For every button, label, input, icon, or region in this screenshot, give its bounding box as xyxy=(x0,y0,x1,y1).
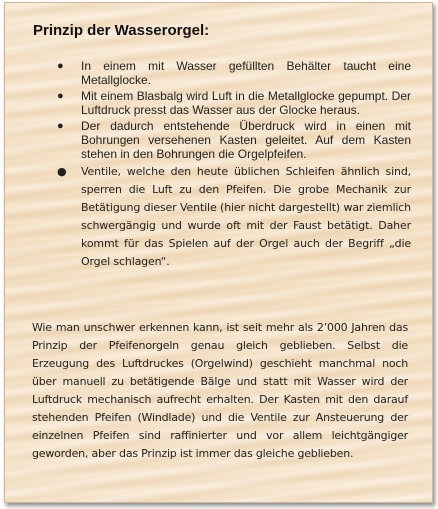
list-item-text: Mit einem Blasbalg wird Luft in die Metallglocke gepumpt. Der Luftdruck presst das Wasser aus der Glocke heraus. xyxy=(81,89,411,117)
list-item xyxy=(57,163,411,271)
bullet-icon: ● xyxy=(57,60,64,72)
parchment-panel xyxy=(4,2,433,503)
principle-list xyxy=(37,59,411,273)
bullet-icon: ● xyxy=(57,165,67,178)
list-item-text: Ventile, welche den heute üblichen Schleifen ähnlich sind, sperren die Luft zu den Pfeifen. Die grobe Mechanik zur Betätigung dieser Ventile (hier nicht dargestellt) war ziemlich schwergängig und wurde oft mit der Faust betätigt. Daher kommt für das Spielen auf der Orgel auch der Begriff „die Orgel schlagen“. xyxy=(81,165,411,268)
list-item xyxy=(57,119,411,161)
list-item-text: In einem mit Wasser gefüllten Behälter taucht eine Metallglocke. xyxy=(81,59,411,87)
list-item xyxy=(57,59,411,87)
summary-paragraph: Wie man unschwer erkennen kann, ist seit mehr als 2’000 Jahren das Prinzip der Pfeifenorgeln genau gleich geblieben. Selbst die Erzeugung des Luftdruckes (Orgelwind) geschieht manchmal noch über manuell zu betätigende Bälge und statt mit Wasser wird der Luftdruck mechanisch aufrecht erhalten. Der Kasten mit den darauf stehenden Pfeifen (Windlade) und die Ventile zur Ansteuerung der einzelnen Pfeifen sind raffinierter und vor allem leichtgängiger geworden, aber das Prinzip ist immer das gleiche geblieben. xyxy=(32,321,408,460)
list-item-text: Der dadurch entstehende Überdruck wird in einen mit Bohrungen versehenen Kasten geleitet. Auf dem Kasten stehen in den Bohrungen die Orgelpfeifen. xyxy=(81,119,411,161)
bullet-icon: ● xyxy=(57,120,64,132)
bullet-icon: ● xyxy=(57,90,64,102)
section-title: Prinzip der Wasserorgel: xyxy=(33,22,210,39)
list-item xyxy=(57,89,411,117)
